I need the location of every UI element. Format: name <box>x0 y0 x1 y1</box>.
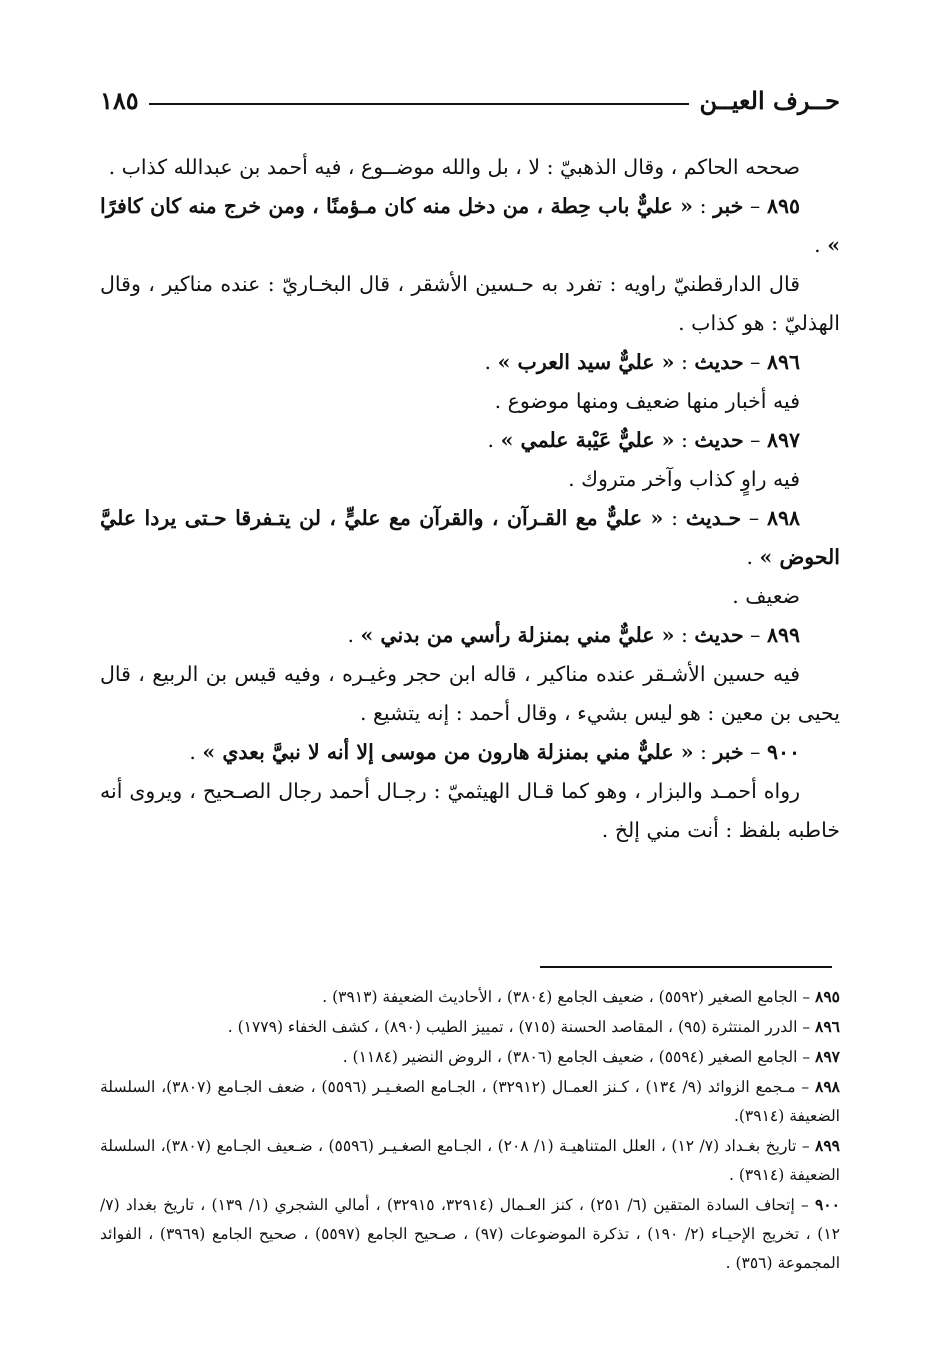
commentary-paragraph: فيه حسين الأشـقر عنده مناكير ، قاله ابن حجر وغيـره ، وفيه قيس بن الربيع ، قال يحيى بن معين : هو ليس بشيء ، وقال أحمد : إنه يتشيع . <box>100 662 840 725</box>
entry-number: ٨٩٨ <box>766 506 800 530</box>
entry-kind: خبر <box>713 194 744 218</box>
hadith-entry: ٨٩٥ – خبر : « عليٌّ باب حِطة ، من دخل منه كان مـؤمنًا ، ومن خرج منه كان كافرًا » . <box>100 194 840 257</box>
entry-tail: . <box>746 545 760 569</box>
commentary-paragraph: فيه راوٍ كذاب وآخر متروك . <box>568 467 800 491</box>
footnotes <box>100 982 840 1278</box>
entry-kind: حديث <box>694 428 744 452</box>
footnote: ٨٩٧ – الجامع الصغير (٥٥٩٤) ، ضعيف الجامع (٣٨٠٦) ، الروض النضير (١١٨٤) . <box>342 1047 840 1066</box>
footnote: ٨٩٨ – مـجمع الزوائد (٩/ ١٣٤) ، كـنز العمـال (٣٢٩١٢) ، الجـامع الصغـيـر (٥٥٩٦) ، ضعف الجـامع (٣٨٠٧)، السلسلة الضعيفة (٣٩١٤). <box>100 1077 841 1125</box>
footnote: ٨٩٦ – الدرر المنتثرة (٩٥) ، المقاصد الحسنة (٧١٥) ، تمييز الطيب (٨٩٠) ، كشف الخفاء (١٧٧٩) . <box>227 1017 840 1036</box>
entry-number: ٨٩٧ <box>766 428 800 452</box>
page-header <box>100 80 840 120</box>
footnote-text: الجامع الصغير (٥٥٩٤) ، ضعيف الجامع (٣٨٠٦) ، الروض النضير (١١٨٤) . <box>342 1048 798 1066</box>
entry-quote: « عليٌّ عَيْبة علمي » <box>500 428 675 452</box>
entry-kind: خبر <box>713 740 744 764</box>
footnote-text: إتحاف السادة المتقين (٦/ ٢٥١) ، كنز العـمال (٣٢٩١٤، ٣٢٩١٥) ، أمالي الشجري (١/ ١٣٩) ، تاريخ بغداد (٧/ ١٢) ، تخريج الإحيـاء (٢/ ١٩٠) ، تذكرة الموضوعات (٩٧) ، صـحيح الجامع (٥٥٩٧) ، صحيح الجامع (٣٩٦٩) ، الفوائد المجموعة (٣٥٦) . <box>100 1196 841 1272</box>
footnote-separator <box>540 966 832 968</box>
entry-kind: حديث <box>694 350 744 374</box>
footnote-number: ٨٩٥ <box>815 987 840 1006</box>
footnote: ٨٩٩ – تاريخ بغـداد (٧/ ١٢) ، العلل المتناهيـة (١/ ٢٠٨) ، الجـامع الصغـيـر (٥٥٩٦) ، ضـعيف الجـامع (٣٨٠٧)، السلسلة الضعيفة (٣٩١٤) . <box>100 1136 841 1184</box>
footnote-number: ٨٩٩ <box>815 1136 841 1155</box>
entry-quote: « عليٌّ مني بمنزلة هارون من موسى إلا أنه لا نبيَّ بعدي » <box>202 740 694 764</box>
footnote-number: ٩٠٠ <box>814 1195 840 1214</box>
entry-tail: . <box>189 740 203 764</box>
header-rule <box>149 103 690 105</box>
hadith-entry: ٨٩٩ – حديث : « عليٌّ مني بمنزلة رأسي من بدني » . <box>347 623 800 647</box>
entry-number: ٨٩٥ <box>766 194 800 218</box>
footnote-number: ٨٩٦ <box>815 1017 840 1036</box>
page-number: ١٨٥ <box>100 85 139 115</box>
entry-kind: حـديث <box>685 506 742 530</box>
commentary-paragraph: قال الدارقطنيّ راويه : تفرد به حـسين الأشقر ، قال البخـاريّ : عنده مناكير ، وقال الهذليّ : هو كذاب . <box>100 272 840 335</box>
hadith-entry: ٩٠٠ – خبر : « عليٌّ مني بمنزلة هارون من موسى إلا أنه لا نبيَّ بعدي » . <box>189 740 800 764</box>
entry-quote: « عليٌّ مني بمنزلة رأسي من بدني » <box>360 623 675 647</box>
hadith-entry: ٨٩٦ – حديث : « عليٌّ سيد العرب » . <box>484 350 800 374</box>
entry-number: ٨٩٦ <box>766 350 800 374</box>
chapter-title: حــرف العيــن <box>699 85 840 115</box>
hadith-entry: ٨٩٨ – حـديث : « عليٌّ مع القـرآن ، والقرآن مع عليٍّ ، لن يتـفرقا حـتى يردا عليَّ الحوض » . <box>100 506 840 569</box>
footnote-text: الجامع الصغير (٥٥٩٢) ، ضعيف الجامع (٣٨٠٤) ، الأحاديث الضعيفة (٣٩١٣) . <box>322 988 798 1006</box>
entry-tail: . <box>814 233 828 257</box>
entry-number: ٩٠٠ <box>766 740 800 764</box>
commentary-paragraph: ضعيف . <box>732 584 800 608</box>
entry-tail: . <box>347 623 361 647</box>
entry-kind: حديث <box>694 623 744 647</box>
entry-quote: « عليٌّ سيد العرب » <box>497 350 675 374</box>
entry-number: ٨٩٩ <box>766 623 800 647</box>
footnote-number: ٨٩٨ <box>815 1077 841 1096</box>
entry-quote: « عليٌّ مع القـرآن ، والقرآن مع عليٍّ ، لن يتـفرقا حـتى يردا عليَّ الحوض » <box>100 506 840 569</box>
footnote: ٩٠٠ – إتحاف السادة المتقين (٦/ ٢٥١) ، كنز العـمال (٣٢٩١٤، ٣٢٩١٥) ، أمالي الشجري (١/ ١٣٩) ، تاريخ بغداد (٧/ ١٢) ، تخريج الإحيـاء (٢/ ١٩٠) ، تذكرة الموضوعات (٩٧) ، صـحيح الجامع (٥٥٩٧) ، صحيح الجامع (٣٩٦٩) ، الفوائد المجموعة (٣٥٦) . <box>100 1195 841 1272</box>
entry-quote: « عليٌّ باب حِطة ، من دخل منه كان مـؤمنًا ، ومن خرج منه كان كافرًا » <box>100 194 840 257</box>
footnote-text: الدرر المنتثرة (٩٥) ، المقاصد الحسنة (٧١٥) ، تمييز الطيب (٨٩٠) ، كشف الخفاء (١٧٧٩) . <box>227 1018 798 1036</box>
main-text <box>100 148 840 850</box>
commentary-paragraph: رواه أحمـد والبزار ، وهو كما قـال الهيثميّ : رجـال أحمد رجال الصـحيح ، ويروى أنه خاطبه بلفظ : أنت مني إلخ . <box>100 779 840 842</box>
footnote-text: مـجمع الزوائد (٩/ ١٣٤) ، كـنز العمـال (٣٢٩١٢) ، الجـامع الصغـيـر (٥٥٩٦) ، ضعف الجـامع (٣٨٠٧)، السلسلة الضعيفة (٣٩١٤). <box>100 1078 840 1125</box>
entry-tail: . <box>487 428 501 452</box>
commentary-paragraph: فيه أخبار منها ضعيف ومنها موضوع . <box>494 389 800 413</box>
hadith-entry: ٨٩٧ – حديث : « عليٌّ عَيْبة علمي » . <box>487 428 800 452</box>
footnote-text: تاريخ بغـداد (٧/ ١٢) ، العلل المتناهيـة (١/ ٢٠٨) ، الجـامع الصغـيـر (٥٥٩٦) ، ضـعيف الجـامع (٣٨٠٧)، السلسلة الضعيفة (٣٩١٤) . <box>100 1137 840 1184</box>
footnote: ٨٩٥ – الجامع الصغير (٥٥٩٢) ، ضعيف الجامع (٣٨٠٤) ، الأحاديث الضعيفة (٣٩١٣) . <box>322 987 840 1006</box>
footnote-number: ٨٩٧ <box>815 1047 840 1066</box>
entry-tail: . <box>484 350 498 374</box>
commentary-paragraph: صححه الحاكم ، وقال الذهبيّ : لا ، بل والله موضــوع ، فيه أحمد بن عبدالله كذاب . <box>108 155 800 179</box>
